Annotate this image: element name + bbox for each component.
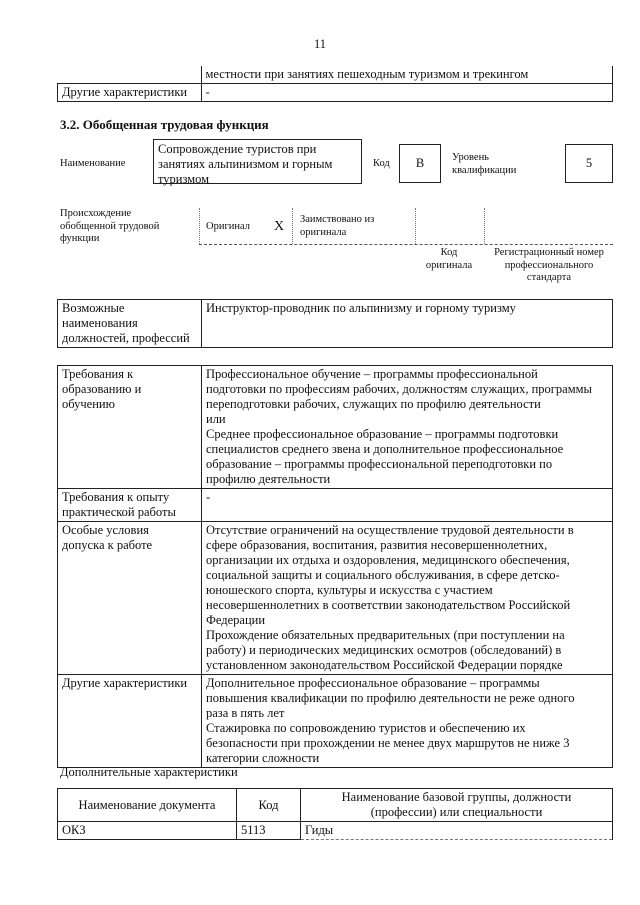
origin-underline [199,244,613,245]
value-line: специалистов среднего звена и дополнительное профессиональное [206,442,564,456]
additional-characteristics-table [57,788,613,840]
other-characteristics-value [202,675,613,768]
origin-divider [292,208,293,244]
education-requirements-label [58,366,202,489]
value-line: безопасности при прохождении не менее двух маршрутов не ниже 3 [206,736,570,750]
qualification-level-label [452,152,516,177]
value-line: - [206,490,211,504]
value-line: сфере образования, воспитания, развития несовершеннолетних, [206,538,548,552]
requirements-table [57,365,613,768]
origin-divider [484,208,485,244]
table-row [58,489,613,522]
table-row [58,66,613,84]
original-code-caption-line: Код [440,247,458,258]
value-line: подготовки по профессиям рабочих, должностям служащих, программы [206,382,592,396]
label-line: Требования к [62,367,134,381]
borrowed-label-line: оригинала [300,226,347,238]
table-row [58,675,613,768]
origin-label-line: Происхождение [60,208,132,219]
table-cell-continued-text: местности при занятиях пешеходным туризмом и трекингом [201,66,613,84]
table-cell-document: ОКЗ [58,822,237,840]
original-code-caption [414,247,484,272]
value-line: юношеского спорта, культуры и искусства с участием [206,583,493,597]
header-line: (профессии) или специальности [370,805,543,819]
function-name-line: Сопровождение туристов при [158,142,317,156]
table-cell-base-group: Гиды [301,822,613,840]
qualification-level-label-line: квалификации [452,164,517,176]
origin-label [60,208,159,246]
table-cell-empty [58,66,202,84]
value-line: Федерации [206,613,266,627]
section-title: 3.2. Обобщенная трудовая функция [60,117,269,132]
value-line: Профессиональное обучение – программы профессиональной [206,367,538,381]
additional-characteristics-title: Дополнительные характеристики [60,765,238,779]
experience-requirements-value [202,489,613,522]
function-name-label: Наименование [60,158,126,169]
positions-label-line: должностей, профессий [62,331,190,345]
value-line: профилю деятельности [206,472,331,486]
label-line: образованию и [62,382,142,396]
value-line: Стажировка по сопровождению туристов и обеспечению их [206,721,526,735]
positions-label-line: наименования [62,316,138,330]
value-line: или [206,412,226,426]
table-header-row [58,789,613,822]
positions-label [58,300,202,348]
label-line: обучению [62,397,115,411]
other-characteristics-label: Другие характеристики [58,84,202,102]
origin-divider [199,208,200,244]
registration-number-caption-line: Регистрационный номер [494,247,604,258]
function-code-box [399,144,441,183]
value-line: Среднее профессиональное образование – программы подготовки [206,427,559,441]
header-base-group [301,789,613,822]
value-line: категории сложности [206,751,320,765]
header-document-name: Наименование документа [58,789,237,822]
positions-label-line: Возможные [62,301,125,315]
table-row [58,822,613,840]
other-characteristics-label [58,675,202,768]
function-code-label: Код [373,158,390,169]
registration-number-caption [484,247,614,285]
experience-requirements-label [58,489,202,522]
value-line: образование – программы профессиональной переподготовки по [206,457,553,471]
value-line: работу) и периодических медицинских осмотров (обследований) в [206,643,562,657]
label-line: допуска к работе [62,538,153,552]
positions-value: Инструктор-проводник по альпинизму и горному туризму [202,300,613,348]
origin-label-line: функции [60,233,100,244]
value-line: Отсутствие ограничений на осуществление трудовой деятельности в [206,523,574,537]
original-label: Оригинал [206,221,250,232]
header-line: Наименование базовой группы, должности [341,790,572,804]
function-name-line: туризмом [158,172,210,186]
label-line: Требования к опыту [62,490,170,504]
admission-conditions-value [202,522,613,675]
label-line: Особые условия [62,523,149,537]
qualification-level-box [565,144,613,183]
value-line: организации их отдыха и оздоровления, медицинского обеспечения, [206,553,570,567]
qualification-level-value: 5 [585,156,593,170]
value-line: Прохождение обязательных предварительных (при поступлении на [206,628,565,642]
value-line: переподготовки рабочих, служащих по профилю деятельности [206,397,541,411]
value-line: несовершеннолетних в соответствии законодательством Российской [206,598,571,612]
label-line: практической работы [62,505,176,519]
admission-conditions-label [58,522,202,675]
table-row [58,300,613,348]
function-code-value: B [415,156,425,170]
value-line: социальной защиты и социального обслуживания, в сфере детско- [206,568,560,582]
positions-table [57,299,613,348]
table-cell-code: 5113 [237,822,301,840]
header-code: Код [237,789,301,822]
registration-number-caption-line: профессионального [504,259,594,271]
original-code-caption-line: оригинала [425,259,473,271]
qualification-level-label-line: Уровень [452,152,489,163]
borrowed-label [300,214,374,239]
function-name-line: занятиях альпинизмом и горным [158,157,333,171]
value-line: повышения квалификации по профилю деятельности не реже одного [206,691,575,705]
function-name-box [153,139,362,184]
registration-number-caption-line: стандарта [526,272,572,283]
origin-divider [415,208,416,244]
other-characteristics-value: - [201,84,613,102]
borrowed-label-line: Заимствовано из [300,214,375,225]
education-requirements-value [202,366,613,489]
value-line: раза в пять лет [206,706,285,720]
top-characteristics-table [57,66,613,102]
origin-label-line: обобщенной трудовой [60,220,160,232]
table-row [58,84,613,102]
table-row [58,522,613,675]
label-line: Другие характеристики [62,676,188,690]
value-line: Дополнительное профессиональное образование – программы [206,676,540,690]
table-row [58,366,613,489]
original-mark: X [274,219,285,234]
page-number: 11 [313,37,327,51]
value-line: установленном законодательством Российской Федерации порядке [206,658,563,672]
